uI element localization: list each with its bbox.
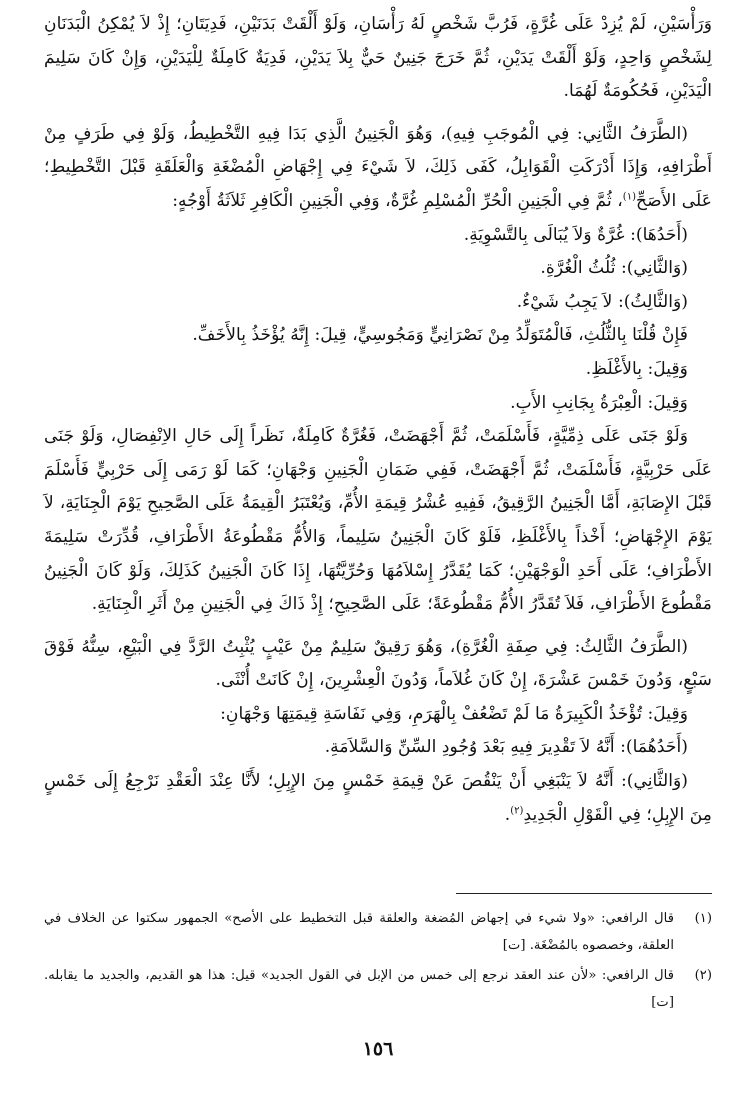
paragraph-3 bbox=[44, 219, 712, 253]
paragraph-tail: ، ثُمَّ فِي الْجَنِينِ الْحُرِّ الْمُسْلِمِ غُرَّةٌ، وَفِي الْجَنِينِ الْكَافِرِ ثَلاَثَةُ أَوْجُهٍ: bbox=[172, 190, 623, 211]
paragraph-text: (الطَّرَفُ الثَّالِثُ: فِي صِفَةِ الْغُرَّةِ)، وَهُوَ رَقِيقٌ سَلِيمٌ مِنْ عَيْبٍ يُثْبِتُ الرَّدَّ فِي الْبَيْعِ، سِنُّهُ فَوْقَ سَبْعٍ، وَدُونَ خَمْسَ عَشْرَةَ، إِنْ كَانَ غُلاَماً، وَدُونَ الْعِشْرِينَ، إِنْ كَانَتْ أُنْثَى. bbox=[44, 636, 712, 691]
paragraph-text: (الطَّرَفُ الثَّانِي: فِي الْمُوجَبِ فِيهِ)، وَهُوَ الْجَنِينُ الَّذِي بَدَا فِيهِ التَّخْطِيطُ، وَلَوْ فِي طَرَفٍ مِنْ أَطْرَافِهِ، وَإِذَا أَدْرَكَتِ الْقَوَابِلُ، كَفَى ذَلِكَ، لاَ شَيْءَ فِي إِجْهَاضِ الْمُضْغَةِ وَالْعَلَقَةِ قَبْلَ التَّخْطِيطِ؛ عَلَى الأَصَحِّ bbox=[44, 123, 712, 211]
paragraph-4 bbox=[44, 252, 712, 286]
paragraph-text: وَرَأْسَيْنِ، لَمْ يُزِدْ عَلَى غُرَّةٍ، فَرُبَّ شَخْصٍ لَهُ رَأْسَانِ، وَلَوْ أَلْقَتْ بَدَنَيْنِ، فَدِيَتَانِ؛ إِذْ لاَ يُمْكِنُ الْبَدَنَانِ لِشَخْصٍ وَاحِدٍ، وَلَوْ أَلْقَتْ يَدَيْنِ، ثُمَّ خَرَجَ جَنِينٌ حَيٌّ بِلاَ يَدَيْنِ، فَدِيَةٌ كَامِلَةٌ لِلْيَدَيْنِ، وَإِنْ كَانَ سَلِيمَ الْيَدَيْنِ، فَحُكُومَةٌ لَهُمَا. bbox=[44, 14, 712, 102]
paragraph-text: (أَحَدُهَا): غُرَّةٌ وَلاَ يُبَالَى بِالتَّسْوِيَةِ. bbox=[463, 224, 688, 245]
footnote-ref-1[interactable]: (١) bbox=[622, 191, 636, 203]
footnote-text: قال الرافعي: «ولا شيء في إجهاض المُضغة والعلقة قبل التخطيط على الأصح» الجمهور سكتوا عن الخلاف في العلقة، وخصصوه بالمُضْغَة. [ت] bbox=[44, 911, 674, 953]
paragraph-12 bbox=[44, 731, 712, 765]
footnote-ref-2[interactable]: (٢) bbox=[510, 804, 524, 816]
paragraph-13 bbox=[44, 765, 712, 832]
paragraph-text: (وَالثَّانِي): أَنَّهُ لاَ يَنْبَغِي أَنْ يَنْقُصَ عَنْ قِيمَةِ خَمْسٍ مِنَ الإِبِلِ؛ لأَنَّا عِنْدَ الْعَقْدِ نَرْجِعُ إِلَى خَمْسٍ مِنَ الإِبِلِ؛ فِي الْقَوْلِ الْجَدِيدِ bbox=[44, 771, 712, 825]
paragraph-text: (وَالثَّانِي): ثُلُثُ الْغُرَّةِ. bbox=[540, 258, 688, 279]
footnote-text: قال الرافعي: «لأن عند العقد نرجع إلى خمس من الإبل في القول الجديد» قيل: هذا هو القديم، والجديد ما يقابله. [ت] bbox=[44, 968, 674, 1010]
paragraph-text: (أَحَدُهُمَا): أَنَّهُ لاَ تَقْدِيرَ فِيهِ بَعْدَ وُجُودِ السِّنِّ وَالسَّلاَمَةِ. bbox=[324, 737, 688, 758]
paragraph-text: فَإِنْ قُلْنَا بِالثُّلُثِ، فَالْمُتَوَلِّدُ مِنْ نَصْرَانِيٍّ وَمَجُوسِيٍّ، قِيلَ: إِنَّهُ يُؤْخَذُ بِالأَخَفِّ. bbox=[192, 325, 688, 346]
paragraph-11 bbox=[44, 698, 712, 732]
paragraph-10 bbox=[44, 631, 712, 698]
paragraph-8 bbox=[44, 387, 712, 421]
paragraph-text: وَلَوْ جَنَى عَلَى ذِمِّيَّةٍ، فَأَسْلَمَتْ، ثُمَّ أَجْهَضَتْ، فَغُرَّةٌ كَامِلَةٌ، نَظَراً إِلَى حَالِ الاِنْفِصَالِ، وَلَوْ جَنَى عَلَى حَرْبِيَّةٍ، فَأَسْلَمَتْ، ثُمَّ أَجْهَضَتْ، فَفِي ضَمَانِ الْجَنِينِ وَجْهَانِ؛ كَمَا لَوْ رَمَى إِلَى حَرْبِيٍّ فَأَسْلَمَ قَبْلَ الإِصَابَةِ، أَمَّا الْجَنِينُ الرَّقِيقُ، فَفِيهِ عُشْرُ قِيمَةِ الأُمِّ، وَيُعْتَبَرُ الْقِيمَةُ عَلَى الصَّحِيحِ يَوْمَ الْجِنَايَةِ، لاَ يَوْمَ الإِجْهَاضِ؛ أَخْذاً بِالأَغْلَظِ، فَلَوْ كَانَ الْجَنِينُ سَلِيماً، وَالأُمُّ مَقْطُوعَةُ الأَطْرَافِ، قُدِّرَتْ سَلِيمَةَ الأَطْرَافِ؛ عَلَى أَحَدِ الْوَجْهَيْنِ؛ كَمَا يُقَدَّرُ إِسْلاَمُهَا وَحُرِّيَّتُهَا، إِذَا كَانَ الْجَنِينُ كَذَلِكَ، وَلَوْ كَانَ الْجَنِينُ مَقْطُوعَ الأَطْرَافِ، فَلاَ تُقَدَّرُ الأُمُّ مَقْطُوعَةً؛ عَلَى الصَّحِيحِ؛ إِذْ ذَاكَ فِي الْجَنِينِ مِنْ أَثَرِ الْجِنَايَةِ. bbox=[44, 426, 712, 615]
paragraph-5 bbox=[44, 286, 712, 320]
paragraph-text: وَقِيلَ: تُؤْخَذُ الْكَبِيرَةُ مَا لَمْ تَضْعُفْ بِالْهَرَمِ، وَفِي نَفَاسَةِ قِيمَتِهَا وَجْهَانِ: bbox=[220, 703, 688, 724]
footnote-number: (٢) bbox=[694, 968, 712, 983]
footnotes bbox=[44, 906, 712, 1020]
footnote-number: (١) bbox=[694, 911, 712, 926]
page-number: ١٥٦ bbox=[362, 1038, 394, 1060]
footnote-divider bbox=[456, 893, 712, 894]
footnote-2 bbox=[44, 963, 712, 1016]
paragraph-text: وَقِيلَ: بِالأَغْلَظِ. bbox=[585, 358, 688, 379]
paragraph-2 bbox=[44, 118, 712, 219]
paragraph-tail: . bbox=[504, 804, 511, 825]
paragraph-text: وَقِيلَ: الْعِبْرَةُ بِجَانِبِ الأَبِ. bbox=[510, 392, 688, 413]
paragraph-1 bbox=[44, 8, 712, 109]
footnote-1 bbox=[44, 906, 712, 959]
paragraph-9 bbox=[44, 420, 712, 622]
paragraph-7 bbox=[44, 353, 712, 387]
paragraph-6 bbox=[44, 319, 712, 353]
paragraph-text: (وَالثَّالِثُ): لاَ يَجِبُ شَيْءٌ. bbox=[516, 291, 688, 312]
